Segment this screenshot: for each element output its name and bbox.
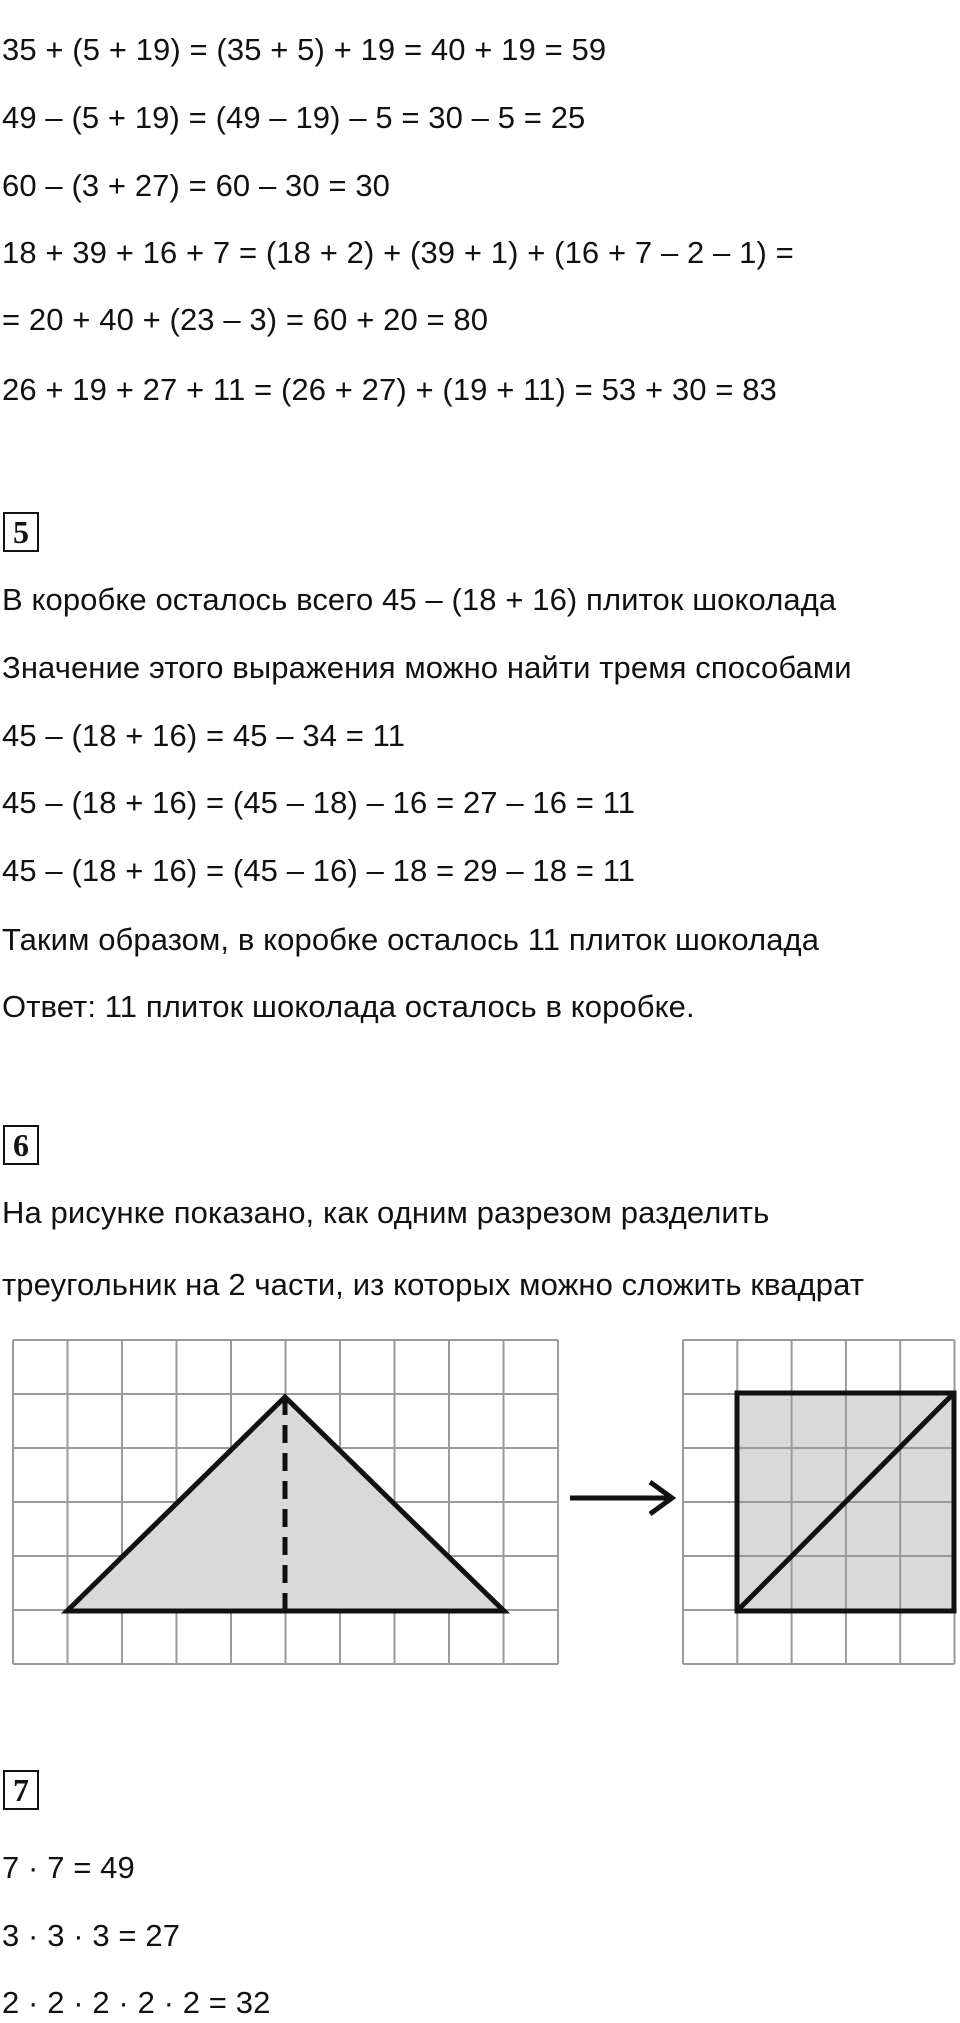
equation-line-2: 49 – (5 + 19) = (49 – 19) – 5 = 30 – 5 = 25 — [2, 100, 586, 135]
task-6-line-1: На рисунке показано, как одним разрезом разделить — [2, 1195, 770, 1230]
task-5-line-3: 45 – (18 + 16) = 45 – 34 = 11 — [2, 718, 406, 753]
task-7-line-1: 7 · 7 = 49 — [2, 1850, 135, 1885]
task-6-line-2: треугольник на 2 части, из которых можно сложить квадрат — [2, 1267, 865, 1302]
task-7-line-2: 3 · 3 · 3 = 27 — [2, 1918, 181, 1953]
equation-line-1: 35 + (5 + 19) = (35 + 5) + 19 = 40 + 19 = 59 — [2, 32, 607, 67]
equation-line-6: 26 + 19 + 27 + 11 = (26 + 27) + (19 + 11) = 53 + 30 = 83 — [2, 372, 777, 407]
task-5-line-2: Значение этого выражения можно найти тремя способами — [2, 650, 852, 685]
task-5-number: 5 — [3, 512, 39, 552]
task-5-line-5: 45 – (18 + 16) = (45 – 16) – 18 = 29 – 18 = 11 — [2, 853, 636, 888]
equation-line-3: 60 – (3 + 27) = 60 – 30 = 30 — [2, 168, 391, 203]
equation-line-5: = 20 + 40 + (23 – 3) = 60 + 20 = 80 — [2, 302, 489, 337]
task-5-line-1: В коробке осталось всего 45 – (18 + 16) плиток шоколада — [2, 582, 837, 617]
task-7-number: 7 — [3, 1770, 39, 1810]
equation-line-4: 18 + 39 + 16 + 7 = (18 + 2) + (39 + 1) + (16 + 7 – 2 – 1) = — [2, 235, 794, 270]
task-5-line-6: Таким образом, в коробке осталось 11 плиток шоколада — [2, 922, 820, 957]
right-grid — [683, 1340, 955, 1670]
task-5-answer: Ответ: 11 плиток шоколада осталось в коробке. — [2, 989, 695, 1024]
arrow-right-icon — [570, 1482, 672, 1514]
task-6-number: 6 — [3, 1125, 39, 1165]
task-6-figure — [0, 1330, 960, 1680]
task-5-line-4: 45 – (18 + 16) = (45 – 18) – 16 = 27 – 16 = 11 — [2, 785, 636, 820]
task-7-line-3: 2 · 2 · 2 · 2 · 2 = 32 — [2, 1985, 271, 2020]
